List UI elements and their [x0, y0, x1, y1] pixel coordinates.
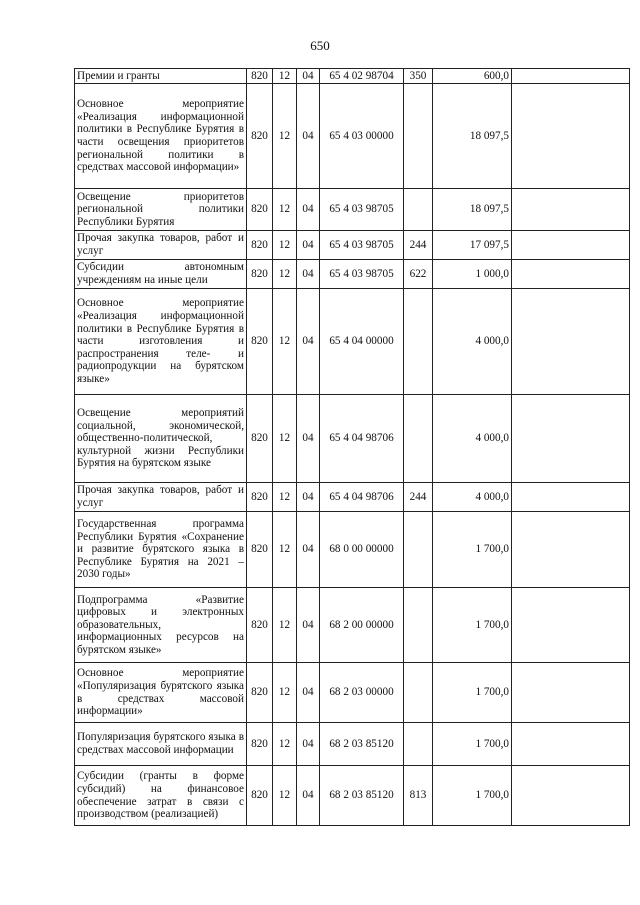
- empty-cell: [512, 395, 630, 483]
- section-code: 12: [273, 260, 297, 289]
- section-code: 12: [273, 723, 297, 766]
- empty-cell: [512, 723, 630, 766]
- expense-type: [404, 84, 433, 189]
- table-row: [75, 189, 630, 231]
- expense-type: 244: [404, 231, 433, 260]
- subsection-code: 04: [297, 84, 320, 189]
- amount: 1 700,0: [433, 723, 512, 766]
- page-number: 650: [310, 38, 330, 53]
- target-article: 65 4 03 98705: [320, 231, 404, 260]
- ministry-code: 820: [247, 84, 273, 189]
- subsection-code: 04: [297, 189, 320, 231]
- section-code: 12: [273, 483, 297, 512]
- ministry-code: 820: [247, 260, 273, 289]
- ministry-code: 820: [247, 289, 273, 395]
- empty-cell: [512, 483, 630, 512]
- ministry-code: 820: [247, 69, 273, 84]
- row-name: Премии и гранты: [75, 69, 247, 84]
- target-article: 65 4 04 00000: [320, 289, 404, 395]
- empty-cell: [512, 231, 630, 260]
- ministry-code: 820: [247, 663, 273, 723]
- subsection-code: 04: [297, 663, 320, 723]
- empty-cell: [512, 289, 630, 395]
- table-row: [75, 483, 630, 512]
- row-name: Государственная программа Республики Бурятия «Сохранение и развитие бурятского языка в Республике Бурятия на 2021 – 2030 годы»: [75, 512, 247, 588]
- amount: 4 000,0: [433, 289, 512, 395]
- subsection-code: 04: [297, 512, 320, 588]
- row-name: Подпрограмма «Развитие цифровых и электронных образовательных, информационных ресурсов на бурятском языке»: [75, 588, 247, 663]
- section-code: 12: [273, 189, 297, 231]
- amount: 1 700,0: [433, 588, 512, 663]
- section-code: 12: [273, 231, 297, 260]
- row-name: Освещение приоритетов региональной политики Республики Бурятия: [75, 189, 247, 231]
- expense-type: [404, 189, 433, 231]
- ministry-code: 820: [247, 189, 273, 231]
- ministry-code: 820: [247, 766, 273, 826]
- expense-type: 622: [404, 260, 433, 289]
- section-code: 12: [273, 395, 297, 483]
- target-article: 68 2 00 00000: [320, 588, 404, 663]
- expense-type: [404, 723, 433, 766]
- empty-cell: [512, 260, 630, 289]
- target-article: 68 2 03 00000: [320, 663, 404, 723]
- target-article: 65 4 04 98706: [320, 483, 404, 512]
- empty-cell: [512, 84, 630, 189]
- table-row: [75, 512, 630, 588]
- target-article: 65 4 02 98704: [320, 69, 404, 84]
- expense-type: [404, 512, 433, 588]
- amount: 1 000,0: [433, 260, 512, 289]
- ministry-code: 820: [247, 231, 273, 260]
- target-article: 65 4 03 98705: [320, 189, 404, 231]
- table-row: [75, 289, 630, 395]
- target-article: 68 2 03 85120: [320, 723, 404, 766]
- subsection-code: 04: [297, 69, 320, 84]
- table-row: [75, 84, 630, 189]
- row-name: Основное мероприятие «Реализация информационной политики в Республике Бурятия в части освещения приоритетов региональной политики в средствах массовой информации»: [75, 84, 247, 189]
- amount: 600,0: [433, 69, 512, 84]
- section-code: 12: [273, 84, 297, 189]
- target-article: 65 4 03 00000: [320, 84, 404, 189]
- expense-type: 350: [404, 69, 433, 84]
- subsection-code: 04: [297, 289, 320, 395]
- row-name: Основное мероприятие «Популяризация бурятского языка в средствах массовой информации»: [75, 663, 247, 723]
- row-name: Прочая закупка товаров, работ и услуг: [75, 483, 247, 512]
- subsection-code: 04: [297, 395, 320, 483]
- row-name: Популяризация бурятского языка в средствах массовой информации: [75, 723, 247, 766]
- section-code: 12: [273, 289, 297, 395]
- section-code: 12: [273, 663, 297, 723]
- amount: 1 700,0: [433, 663, 512, 723]
- expense-type: [404, 588, 433, 663]
- empty-cell: [512, 766, 630, 826]
- subsection-code: 04: [297, 260, 320, 289]
- row-name: Прочая закупка товаров, работ и услуг: [75, 231, 247, 260]
- amount: 4 000,0: [433, 483, 512, 512]
- empty-cell: [512, 189, 630, 231]
- expense-type: [404, 289, 433, 395]
- row-name: Основное мероприятие «Реализация информационной политики в Республике Бурятия в части изготовления и распространения теле- и радиопродукции на бурятском языке»: [75, 289, 247, 395]
- table-row: [75, 766, 630, 826]
- subsection-code: 04: [297, 588, 320, 663]
- subsection-code: 04: [297, 231, 320, 260]
- section-code: 12: [273, 766, 297, 826]
- section-code: 12: [273, 588, 297, 663]
- table-row: [75, 69, 630, 84]
- row-name: Освещение мероприятий социальной, экономической, общественно-политической, культурной жизни Республики Бурятия на бурятском языке: [75, 395, 247, 483]
- ministry-code: 820: [247, 512, 273, 588]
- table-row: [75, 395, 630, 483]
- section-code: 12: [273, 512, 297, 588]
- ministry-code: 820: [247, 483, 273, 512]
- ministry-code: 820: [247, 395, 273, 483]
- table-row: [75, 723, 630, 766]
- subsection-code: 04: [297, 766, 320, 826]
- table-row: [75, 663, 630, 723]
- amount: 18 097,5: [433, 84, 512, 189]
- table-row: [75, 260, 630, 289]
- budget-table: [74, 68, 630, 826]
- empty-cell: [512, 69, 630, 84]
- section-code: 12: [273, 69, 297, 84]
- subsection-code: 04: [297, 483, 320, 512]
- expense-type: 813: [404, 766, 433, 826]
- amount: 17 097,5: [433, 231, 512, 260]
- empty-cell: [512, 588, 630, 663]
- row-name: Субсидии автономным учреждениям на иные цели: [75, 260, 247, 289]
- table-row: [75, 231, 630, 260]
- amount: 1 700,0: [433, 766, 512, 826]
- expense-type: [404, 395, 433, 483]
- amount: 18 097,5: [433, 189, 512, 231]
- target-article: 68 2 03 85120: [320, 766, 404, 826]
- ministry-code: 820: [247, 723, 273, 766]
- target-article: 68 0 00 00000: [320, 512, 404, 588]
- amount: 4 000,0: [433, 395, 512, 483]
- target-article: 65 4 03 98705: [320, 260, 404, 289]
- expense-type: [404, 663, 433, 723]
- table-row: [75, 588, 630, 663]
- empty-cell: [512, 663, 630, 723]
- row-name: Субсидии (гранты в форме субсидий) на финансовое обеспечение затрат в связи с производством (реализацией): [75, 766, 247, 826]
- amount: 1 700,0: [433, 512, 512, 588]
- expense-type: 244: [404, 483, 433, 512]
- empty-cell: [512, 512, 630, 588]
- ministry-code: 820: [247, 588, 273, 663]
- subsection-code: 04: [297, 723, 320, 766]
- target-article: 65 4 04 98706: [320, 395, 404, 483]
